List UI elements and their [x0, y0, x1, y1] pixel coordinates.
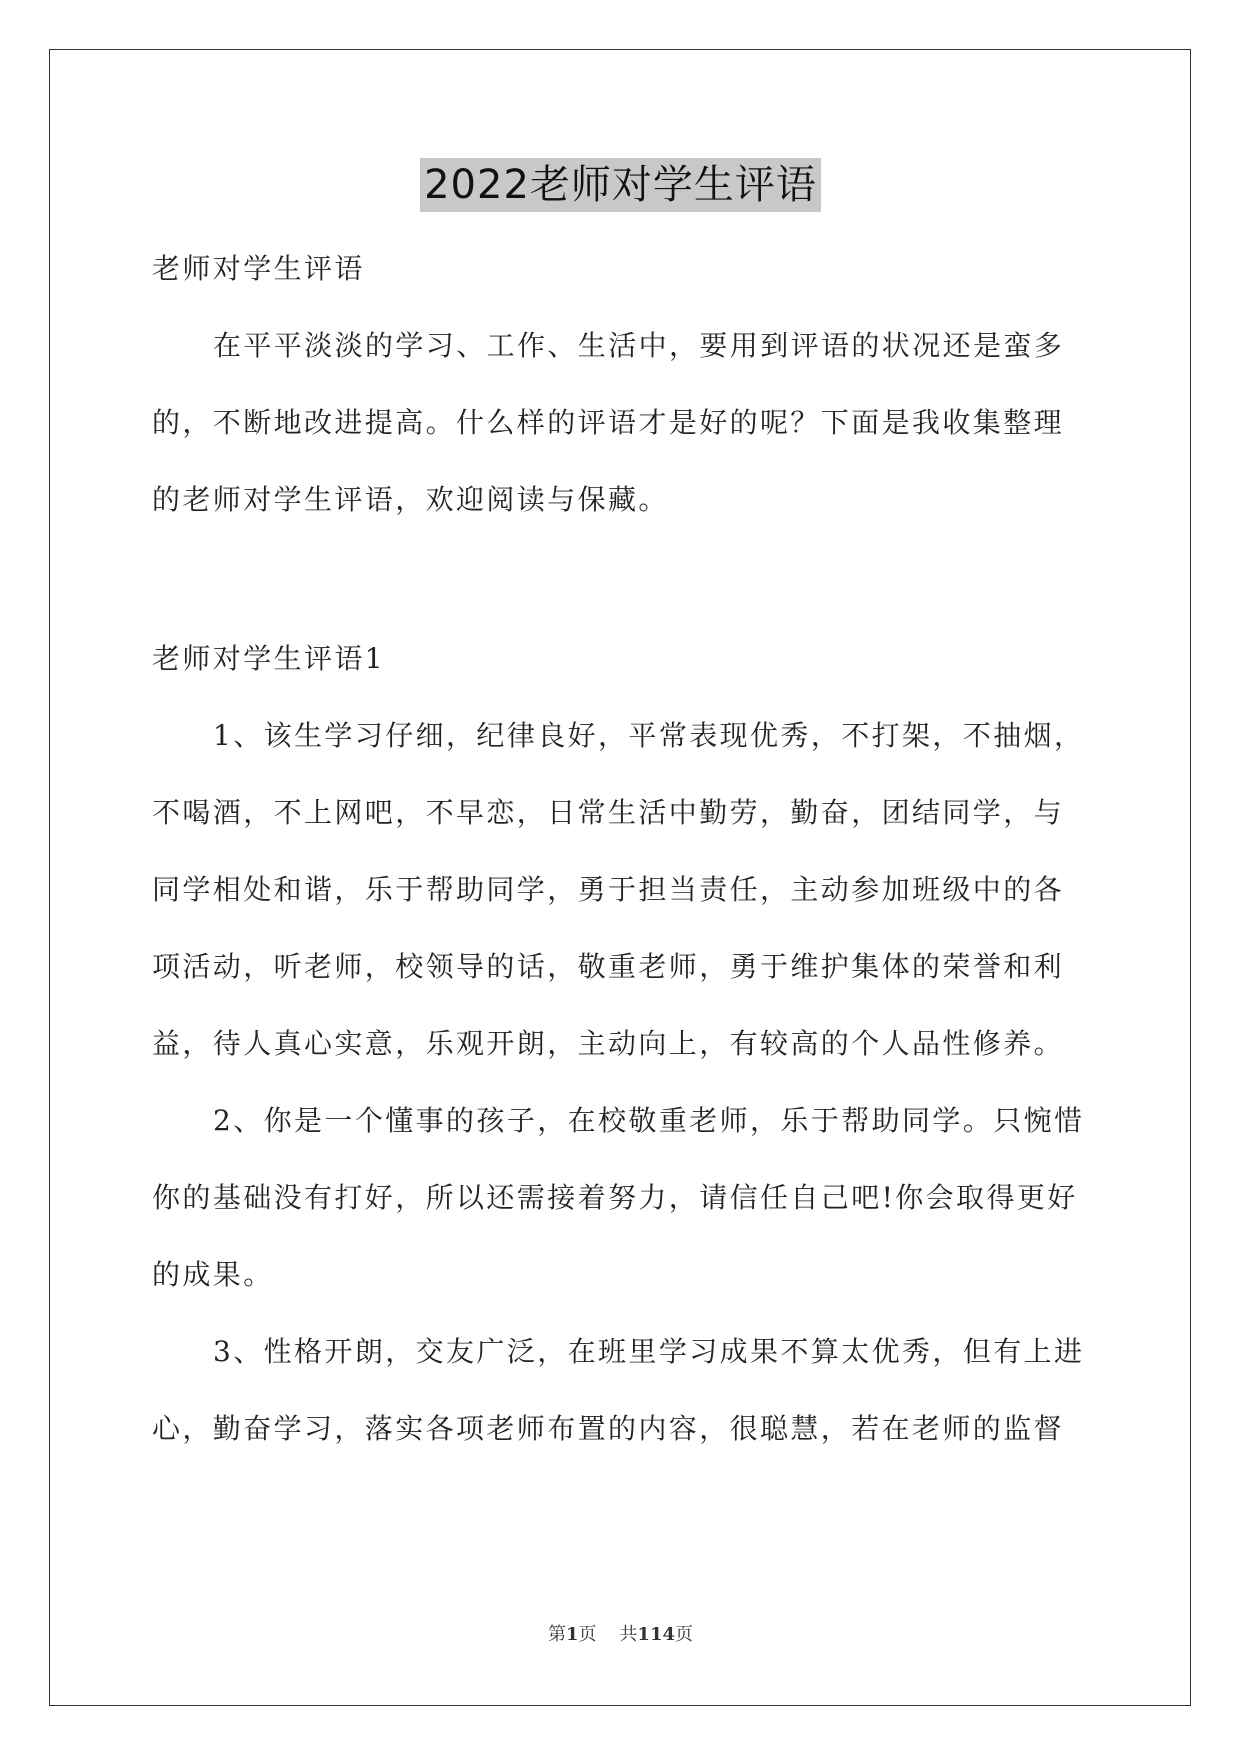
paragraph-line: 的，不断地改进提高。什么样的评语才是好的呢？下面是我收集整理 — [152, 406, 1065, 439]
total-suffix: 页 — [675, 1624, 693, 1645]
paragraph-gap — [152, 538, 1092, 620]
paragraph-line: 的成果。 — [152, 1258, 274, 1291]
document-body — [152, 230, 1092, 1467]
section-heading: 老师对学生评语 — [152, 252, 365, 285]
paragraph-line: 项活动，听老师，校领导的话，敬重老师，勇于维护集体的荣誉和利 — [152, 950, 1065, 983]
document-title: 2022老师对学生评语 — [420, 158, 821, 212]
section-heading: 老师对学生评语1 — [152, 642, 386, 675]
page-prefix: 第 — [548, 1624, 566, 1645]
page-number: 1 — [566, 1624, 579, 1645]
page-suffix: 页 — [578, 1624, 597, 1645]
paragraph-line: 2、你是一个懂事的孩子，在校敬重老师，乐于帮助同学。只惋惜 — [213, 1104, 1085, 1137]
paragraph-line: 心，勤奋学习，落实各项老师布置的内容，很聪慧，若在老师的监督 — [152, 1412, 1065, 1445]
paragraph-line: 同学相处和谐，乐于帮助同学，勇于担当责任，主动参加班级中的各 — [152, 873, 1065, 906]
title-container — [0, 158, 1241, 212]
total-pages: 114 — [637, 1624, 675, 1645]
paragraph-line: 不喝酒，不上网吧，不早恋，日常生活中勤劳，勤奋，团结同学，与 — [152, 796, 1065, 829]
page-footer — [0, 1620, 1241, 1646]
total-prefix: 共 — [619, 1624, 638, 1645]
paragraph-line: 的老师对学生评语，欢迎阅读与保藏。 — [152, 483, 669, 516]
paragraph-line: 3、性格开朗，交友广泛，在班里学习成果不算太优秀，但有上进 — [213, 1335, 1085, 1368]
paragraph-line: 1、该生学习仔细，纪律良好，平常表现优秀，不打架，不抽烟， — [213, 719, 1085, 752]
paragraph-line: 你的基础没有打好，所以还需接着努力，请信任自己吧!你会取得更好 — [152, 1181, 1078, 1214]
paragraph-line: 在平平淡淡的学习、工作、生活中，要用到评语的状况还是蛮多 — [213, 329, 1065, 362]
paragraph-line: 益，待人真心实意，乐观开朗，主动向上，有较高的个人品性修养。 — [152, 1027, 1065, 1060]
